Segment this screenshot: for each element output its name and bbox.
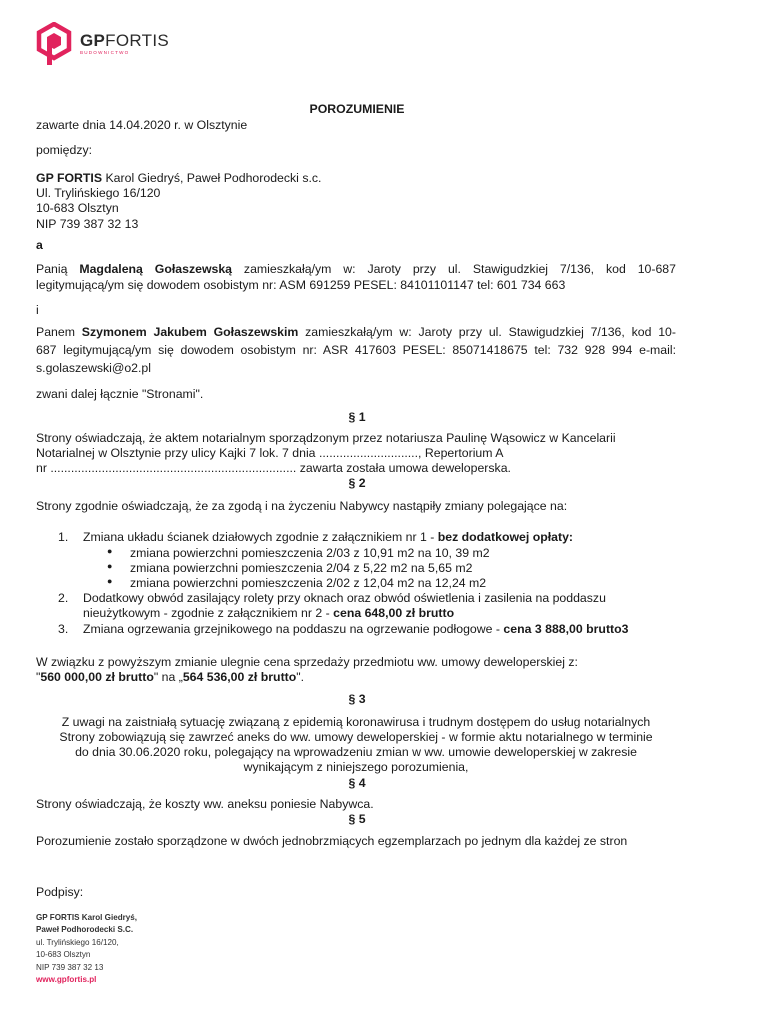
logo-wordmark: GPFORTIS (80, 31, 169, 50)
party2-line2: legitymującą/ym się dowodem osobistym nr: ASM 691259 PESEL: 84101101147 tel: 601 734 663 (36, 278, 566, 292)
section3-line1: Z uwagi na zaistniałą sytuację związaną z epidemią koronawirusa i trudnym dostępem do usług notarialnych (61, 715, 651, 729)
list-item (0, 576, 768, 592)
list-text: zmiana powierzchni pomieszczenia 2/02 z 12,04 m2 na 12,24 m2 (130, 576, 487, 590)
signatures-label: Podpisy: (36, 885, 84, 899)
party1-street: Ul. Trylińskiego 16/120 (36, 186, 161, 200)
list-item (0, 591, 768, 623)
list-number: 2. (58, 591, 69, 605)
stamp-line: NIP 739 387 32 13 (36, 962, 104, 972)
bullet-icon: ● (107, 546, 113, 556)
company-logo (36, 22, 196, 66)
section3-line4: wynikającym z niniejszego porozumienia, (243, 760, 469, 774)
list-text: zmiana powierzchni pomieszczenia 2/04 z 5,22 m2 na 5,65 m2 (130, 561, 473, 575)
party1-name: GP FORTIS Karol Giedryś, Paweł Podhorodecki s.c. (36, 171, 322, 185)
list-text: Dodatkowy obwód zasilający rolety przy oknach oraz obwód oświetlenia i zasilenia na poddaszu (83, 591, 606, 605)
document-title: POROZUMIENIE (309, 102, 405, 116)
list-item (0, 546, 768, 562)
section2-heading: § 2 (348, 476, 366, 490)
section3-heading: § 3 (348, 692, 366, 706)
section1-line1: Strony oświadczają, że aktem notarialnym sporządzonym przez notariusza Paulinę Wąsowicz w Kancelarii (36, 431, 616, 445)
section3-line2: Strony zobowiązują się zawrzeć aneks do ww. umowy deweloperskiej - w formie aktu notarialnego w terminie (59, 730, 653, 744)
stamp-line: GP FORTIS Karol Giedryś, (36, 913, 138, 922)
party1-nip: NIP 739 387 32 13 (36, 217, 139, 231)
section4-text: Strony oświadczają, że koszty ww. aneksu poniesie Nabywca. (36, 797, 374, 811)
bullet-icon: ● (107, 576, 113, 586)
section1-line3: nr ........................................................................ zawarta została umowa deweloperska. (36, 461, 511, 475)
list-number: 3. (58, 622, 69, 636)
party1-city: 10-683 Olsztyn (36, 201, 119, 215)
and-label: a (36, 238, 43, 252)
section5-heading: § 5 (348, 812, 366, 826)
list-number: 1. (58, 530, 69, 544)
gp-fortis-logo-icon (36, 22, 72, 66)
list-item (0, 622, 768, 638)
party3-line1: Panem Szymonem Jakubem Gołaszewskim zamieszkałą/ym w: Jaroty przy ul. Stawigudzkiej 7/136, kod 10- (36, 325, 676, 339)
section5-text: Porozumienie zostało sporządzone w dwóch jednobrzmiących egzemplarzach po jednym dla każdej ze stron (36, 834, 628, 848)
list-text: zmiana powierzchni pomieszczenia 2/03 z 10,91 m2 na 10, 39 m2 (130, 546, 490, 560)
list-item (0, 530, 768, 546)
contract-date: zawarte dnia 14.04.2020 r. w Olsztynie (36, 118, 248, 132)
logo-tagline: BUDOWNICTWO (80, 50, 130, 55)
company-stamp (36, 912, 137, 986)
price-line1: W związku z powyższym zmianie ulegnie cena sprzedaży przedmiotu ww. umowy deweloperskiej z: (36, 655, 578, 669)
price-line2: "560 000,00 zł brutto" na „564 536,00 zł brutto". (36, 670, 305, 684)
section1-line2: Notarialnej w Olsztynie przy ulicy Kajki 7 lok. 7 dnia ............................., Repertorium A (36, 446, 504, 460)
party3-line2: 687 legitymującą/ym się dowodem osobistym nr: ASR 417603 PESEL: 85071418675 tel: 732 928 994 e-mail: (36, 343, 676, 357)
stamp-website: www.gpfortis.pl (36, 975, 97, 985)
list-text: Zmiana układu ścianek działowych zgodnie z załącznikiem nr 1 - bez dodatkowej opłaty: (83, 530, 574, 544)
between-label: pomiędzy: (36, 143, 93, 157)
section2-intro: Strony zgodnie oświadczają, że za zgodą i na życzeniu Nabywcy nastąpiły zmiany polegające na: (36, 499, 568, 513)
party3-line3: s.golaszewski@o2.pl (36, 361, 152, 375)
i-label: i (36, 303, 39, 317)
bullet-icon: ● (107, 561, 113, 571)
section4-heading: § 4 (348, 776, 366, 790)
stamp-line: Paweł Podhorodecki S.C. (36, 925, 134, 935)
stamp-line: ul. Trylińskiego 16/120, (36, 937, 119, 947)
list-text: nieużytkowym - zgodnie z załącznikiem nr 2 - cena 648,00 zł brutto (83, 606, 455, 620)
list-item (0, 561, 768, 577)
stamp-line: 10-683 Olsztyn (36, 950, 91, 960)
section3-line3: do dnia 30.06.2020 roku, polegający na wprowadzeniu zmian w ww. umowie deweloperskiej w zakresie (75, 745, 637, 759)
parties-called: zwani dalej łącznie "Stronami". (36, 387, 204, 401)
list-text: Zmiana ogrzewania grzejnikowego na poddaszu na ogrzewanie podłogowe - cena 3 888,00 brutto3 (83, 622, 629, 636)
section1-heading: § 1 (348, 410, 366, 424)
party2-line1: Panią Magdaleną Gołaszewską zamieszkałą/ym w: Jaroty przy ul. Stawigudzkiej 7/136, kod 10-687 (36, 262, 676, 276)
